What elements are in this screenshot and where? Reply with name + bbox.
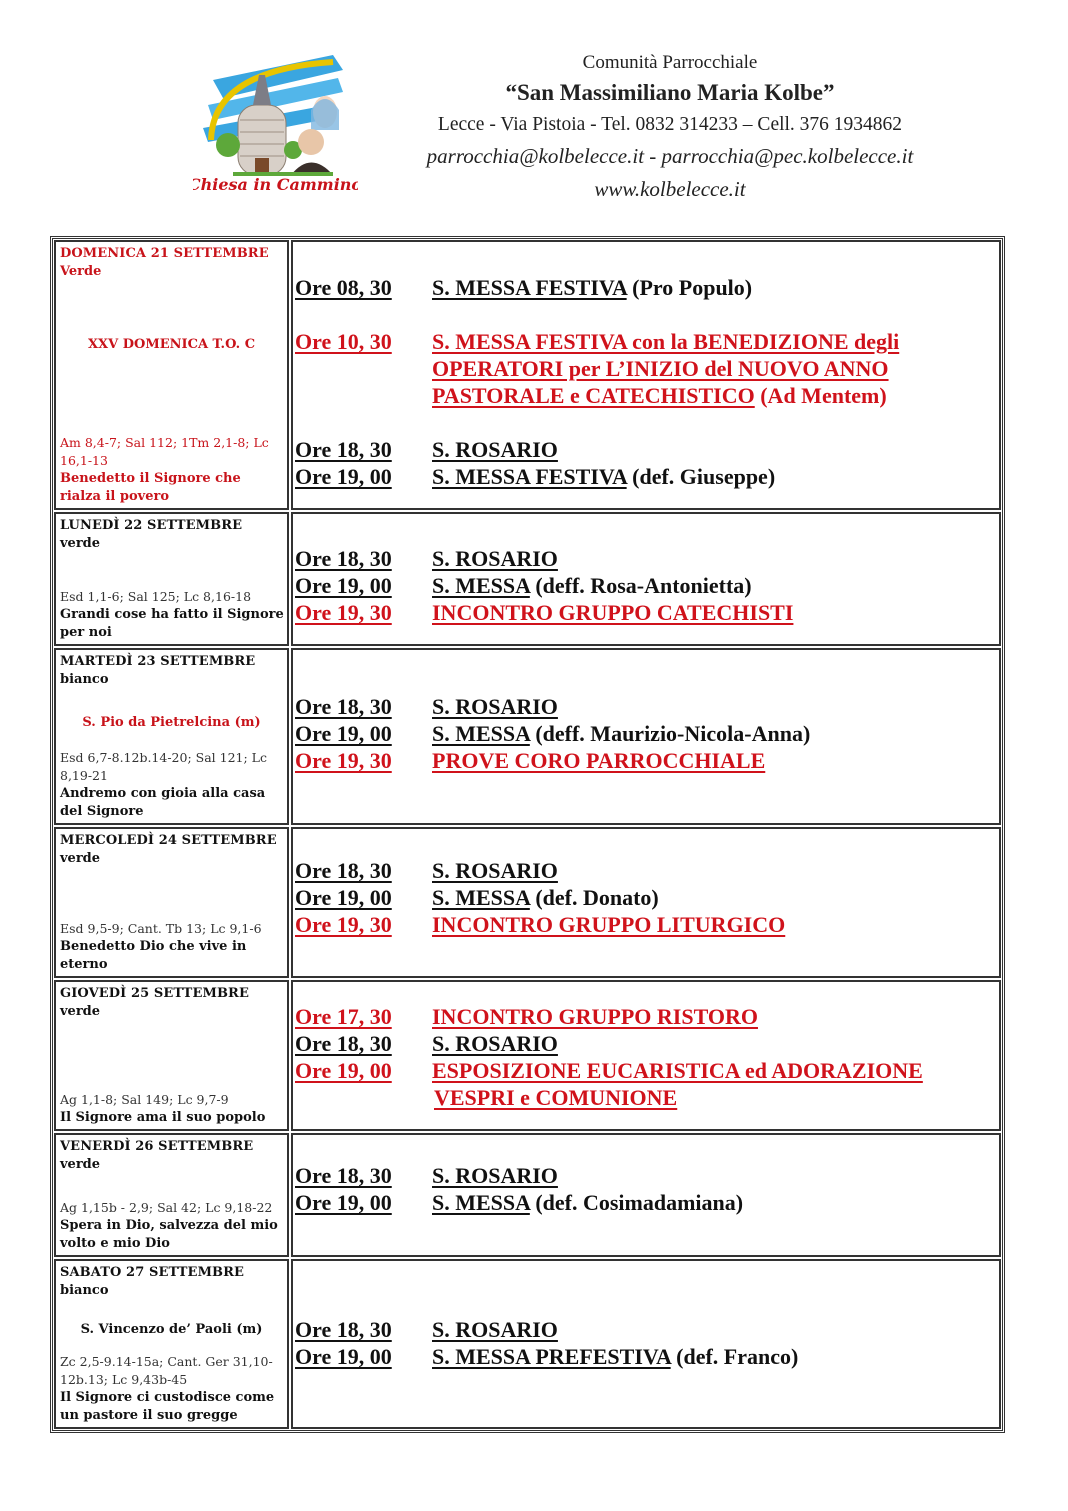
readings: Esd 1,1-6; Sal 125; Lc 8,16-18 bbox=[60, 589, 252, 604]
event-title: S. MESSA FESTIVA bbox=[432, 275, 627, 300]
event-item bbox=[295, 1343, 995, 1370]
parish-header bbox=[370, 50, 970, 206]
parish-website[interactable]: www.kolbelecce.it bbox=[594, 177, 746, 201]
event-title: PROVE CORO PARROCCHIALE bbox=[432, 748, 766, 773]
readings: Zc 2,5-9.14-15a; Cant. Ger 31,10-12b.13; Lc 9,43b-45 bbox=[60, 1354, 273, 1387]
liturgical-color: bianco bbox=[60, 672, 109, 687]
day-row-wednesday bbox=[54, 827, 1001, 978]
event-time: Ore 19, 00 bbox=[295, 1344, 392, 1369]
event-item bbox=[295, 274, 995, 301]
readings: Ag 1,1-8; Sal 149; Lc 9,7-9 bbox=[60, 1092, 229, 1107]
event-title: S. MESSA bbox=[432, 1190, 530, 1215]
readings: Esd 6,7-8.12b.14-20; Sal 121; Lc 8,19-21 bbox=[60, 750, 267, 783]
event-time: Ore 18, 30 bbox=[295, 437, 392, 462]
day-info-cell bbox=[54, 240, 289, 510]
event-item bbox=[295, 1003, 995, 1030]
parish-address: Lecce - Via Pistoia - Tel. 0832 314233 – Cell. 376 1934862 bbox=[437, 114, 903, 135]
event-item bbox=[295, 720, 995, 747]
event-time: Ore 17, 30 bbox=[295, 1004, 392, 1029]
event-title: S. MESSA bbox=[432, 573, 530, 598]
weekly-schedule-table bbox=[50, 236, 1005, 1433]
event-time: Ore 18, 30 bbox=[295, 858, 392, 883]
event-title: S. ROSARIO bbox=[432, 1317, 558, 1342]
events-cell bbox=[291, 648, 1001, 825]
event-note: (def. Franco) bbox=[670, 1344, 799, 1369]
feast-name: S. Vincenzo de’ Paoli (m) bbox=[80, 1322, 263, 1337]
church-logo-icon bbox=[193, 50, 358, 195]
psalm-response: Il Signore ama il suo popolo bbox=[60, 1110, 266, 1125]
parish-logo bbox=[193, 50, 358, 195]
event-note: (deff. Maurizio-Nicola-Anna) bbox=[529, 721, 811, 746]
event-time: Ore 19, 00 bbox=[295, 1058, 392, 1083]
day-title: SABATO 27 SETTEMBRE bbox=[60, 1265, 245, 1280]
event-note: (def. Giuseppe) bbox=[626, 464, 776, 489]
event-title: S. MESSA bbox=[432, 885, 530, 910]
day-info-cell bbox=[54, 1133, 289, 1257]
event-title: INCONTRO GRUPPO RISTORO bbox=[432, 1004, 758, 1029]
events-cell bbox=[291, 980, 1001, 1131]
feast-name: XXV DOMENICA T.O. C bbox=[87, 337, 256, 352]
events-cell bbox=[291, 1259, 1001, 1429]
readings: Esd 9,5-9; Cant. Tb 13; Lc 9,1-6 bbox=[60, 921, 262, 936]
liturgical-color: bianco bbox=[60, 1283, 109, 1298]
psalm-response: Benedetto il Signore che rialza il povero bbox=[60, 471, 241, 504]
event-title: S. ROSARIO bbox=[432, 858, 558, 883]
event-title: S. ROSARIO bbox=[432, 1031, 558, 1056]
event-note: (Ad Mentem) bbox=[754, 383, 887, 408]
event-item bbox=[295, 572, 995, 599]
events-cell bbox=[291, 240, 1001, 510]
event-title: S. ROSARIO bbox=[432, 437, 558, 462]
liturgical-color: verde bbox=[60, 851, 101, 866]
event-item bbox=[295, 599, 995, 626]
event-item bbox=[295, 463, 995, 490]
liturgical-color: verde bbox=[60, 1157, 101, 1172]
parish-name: “San Massimiliano Maria Kolbe” bbox=[505, 80, 835, 105]
event-title: S. ROSARIO bbox=[432, 694, 558, 719]
event-item bbox=[295, 884, 995, 911]
day-info-cell bbox=[54, 648, 289, 825]
liturgical-color: Verde bbox=[60, 264, 102, 279]
event-item bbox=[295, 1316, 995, 1343]
day-row-friday bbox=[54, 1133, 1001, 1257]
day-title: VENERDÌ 26 SETTEMBRE bbox=[60, 1139, 254, 1154]
event-item bbox=[295, 1189, 995, 1216]
event-note: (Pro Populo) bbox=[626, 275, 753, 300]
day-row-thursday bbox=[54, 980, 1001, 1131]
event-time: Ore 18, 30 bbox=[295, 1317, 392, 1342]
event-item bbox=[295, 545, 995, 572]
event-time: Ore 19, 30 bbox=[295, 748, 392, 773]
event-time: Ore 19, 00 bbox=[295, 885, 392, 910]
day-title: GIOVEDÌ 25 SETTEMBRE bbox=[60, 986, 249, 1001]
psalm-response: Andremo con gioia alla casa del Signore bbox=[60, 786, 266, 819]
event-time: Ore 19, 00 bbox=[295, 1190, 392, 1215]
event-time: Ore 19, 30 bbox=[295, 600, 392, 625]
events-cell bbox=[291, 1133, 1001, 1257]
readings: Ag 1,15b - 2,9; Sal 42; Lc 9,18-22 bbox=[60, 1200, 273, 1215]
day-row-saturday bbox=[54, 1259, 1001, 1429]
psalm-response: Grandi cose ha fatto il Signore per noi bbox=[60, 607, 284, 640]
event-title: S. MESSA PREFESTIVA bbox=[432, 1344, 671, 1369]
event-title: ESPOSIZIONE EUCARISTICA ed ADORAZIONE bbox=[432, 1058, 923, 1083]
event-title-line2: VESPRI e COMUNIONE bbox=[434, 1085, 678, 1110]
day-row-monday bbox=[54, 512, 1001, 646]
event-item bbox=[295, 1162, 995, 1189]
day-info-cell bbox=[54, 827, 289, 978]
day-info-cell bbox=[54, 980, 289, 1131]
event-item bbox=[295, 1030, 995, 1057]
event-time: Ore 19, 00 bbox=[295, 721, 392, 746]
psalm-response: Spera in Dio, salvezza del mio volto e mio Dio bbox=[60, 1218, 278, 1251]
logo-caption: Chiesa in Cammino bbox=[193, 175, 358, 194]
event-item bbox=[295, 857, 995, 884]
event-time: Ore 18, 30 bbox=[295, 694, 392, 719]
event-title: S. MESSA FESTIVA con la BENEDIZIONE degli OPERATORI per L’INIZIO del NUOVO ANNO PASTORALE e CATECHISTICO bbox=[432, 329, 900, 408]
day-info-cell bbox=[54, 512, 289, 646]
event-note: (def. Cosimadamiana) bbox=[529, 1190, 744, 1215]
event-item bbox=[295, 747, 995, 774]
event-time: Ore 08, 30 bbox=[295, 275, 392, 300]
event-time: Ore 19, 30 bbox=[295, 912, 392, 937]
event-time: Ore 18, 30 bbox=[295, 1163, 392, 1188]
day-title: DOMENICA 21 SETTEMBRE bbox=[60, 246, 269, 261]
event-time: Ore 18, 30 bbox=[295, 1031, 392, 1056]
event-time: Ore 10, 30 bbox=[295, 329, 392, 354]
day-info-cell bbox=[54, 1259, 289, 1429]
event-note: (deff. Rosa-Antonietta) bbox=[529, 573, 752, 598]
event-item bbox=[295, 693, 995, 720]
day-row-tuesday bbox=[54, 648, 1001, 825]
readings: Am 8,4-7; Sal 112; 1Tm 2,1-8; Lc 16,1-13 bbox=[60, 435, 269, 468]
psalm-response: Benedetto Dio che vive in eterno bbox=[60, 939, 247, 972]
event-title: INCONTRO GRUPPO LITURGICO bbox=[432, 912, 786, 937]
event-item bbox=[295, 328, 995, 409]
day-title: MERCOLEDÌ 24 SETTEMBRE bbox=[60, 833, 277, 848]
events-cell bbox=[291, 827, 1001, 978]
event-time: Ore 19, 00 bbox=[295, 464, 392, 489]
community-label: Comunità Parrocchiale bbox=[582, 52, 758, 73]
event-title: S. ROSARIO bbox=[432, 1163, 558, 1188]
day-title: MARTEDÌ 23 SETTEMBRE bbox=[60, 654, 256, 669]
event-title: S. MESSA bbox=[432, 721, 530, 746]
events-cell bbox=[291, 512, 1001, 646]
event-note: (def. Donato) bbox=[529, 885, 659, 910]
psalm-response: Il Signore ci custodisce come un pastore il suo gregge bbox=[60, 1390, 275, 1423]
event-item bbox=[295, 436, 995, 463]
event-item bbox=[295, 911, 995, 938]
liturgical-color: verde bbox=[60, 1004, 101, 1019]
event-title: S. MESSA FESTIVA bbox=[432, 464, 627, 489]
liturgical-color: verde bbox=[60, 536, 101, 551]
event-time: Ore 18, 30 bbox=[295, 546, 392, 571]
event-item bbox=[295, 1057, 995, 1111]
event-title: INCONTRO GRUPPO CATECHISTI bbox=[432, 600, 794, 625]
day-row-sunday bbox=[54, 240, 1001, 510]
event-title: S. ROSARIO bbox=[432, 546, 558, 571]
feast-name: S. Pio da Pietrelcina (m) bbox=[82, 715, 261, 730]
parish-emails[interactable]: parrocchia@kolbelecce.it - parrocchia@pec.kolbelecce.it bbox=[426, 144, 914, 168]
day-title: LUNEDÌ 22 SETTEMBRE bbox=[60, 518, 243, 533]
event-time: Ore 19, 00 bbox=[295, 573, 392, 598]
